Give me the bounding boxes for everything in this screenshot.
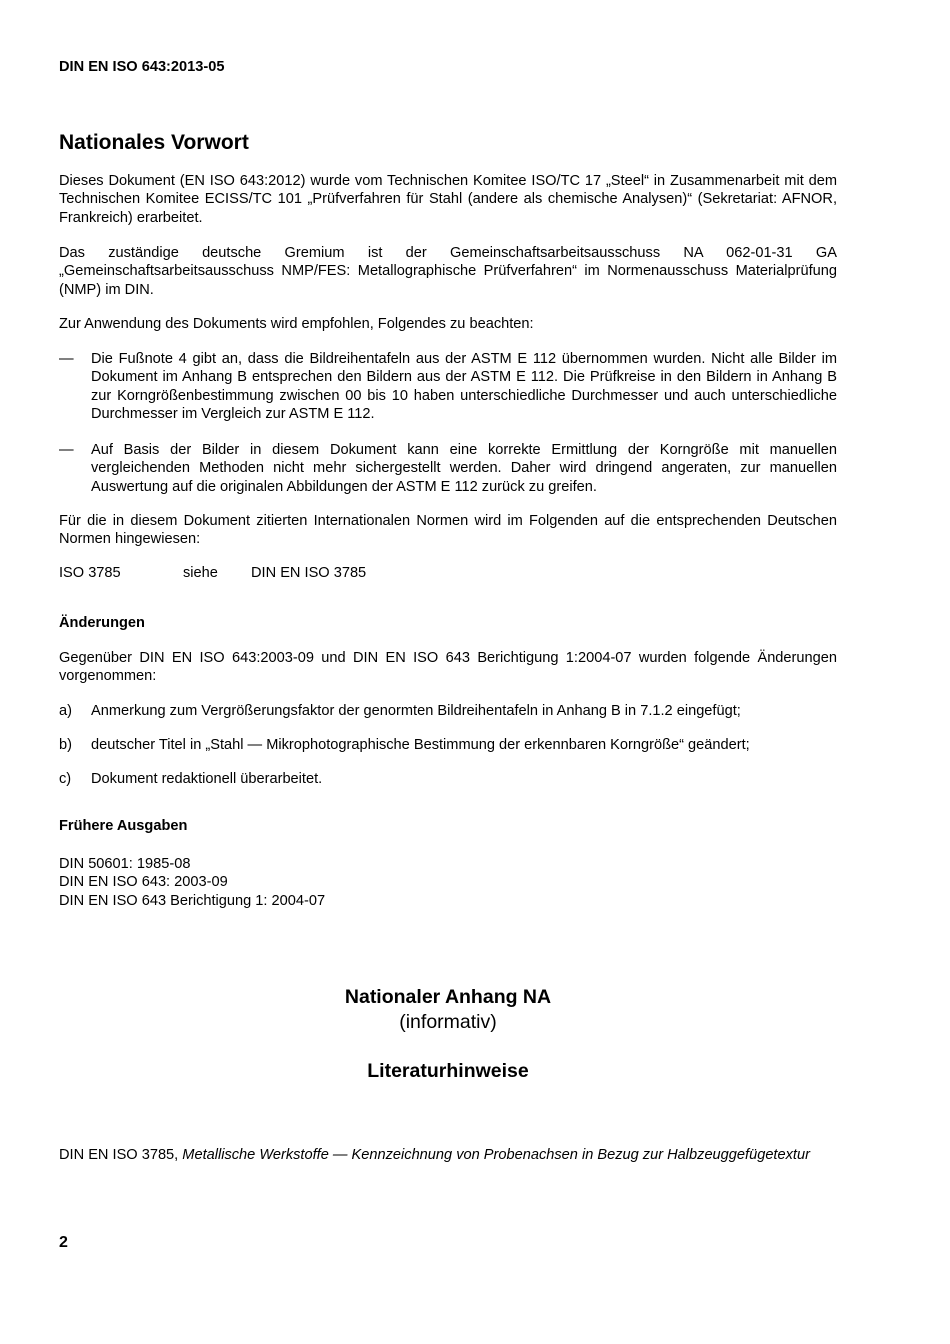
fruehere-ausgabe-line: DIN 50601: 1985-08 [59, 856, 191, 872]
fruehere-ausgabe-line: DIN EN ISO 643 Berichtigung 1: 2004-07 [59, 892, 326, 909]
list-item [59, 736, 837, 754]
vorwort-paragraph-4: Für die in diesem Dokument zitierten Internationalen Normen wird im Folgenden auf die entsprechenden Deutschen Normen hingewiesen: [59, 513, 837, 548]
reference-iso: ISO 3785 [59, 565, 121, 581]
vorwort-paragraph-2: Das zuständige deutsche Gremium ist der Gemeinschaftsarbeitsausschuss NA 062-01-31 GA „Gemeinschaftsarbeitsausschuss NMP/FES: Metallographische Prüfverfahren“ im Normenausschuss Materialprüfung (NMP) im DIN. [59, 245, 837, 298]
aenderungen-intro: Gegenüber DIN EN ISO 643:2003-09 und DIN EN ISO 643 Berichtigung 1:2004-07 wurden folgende Änderungen vorgenommen: [59, 650, 837, 685]
section-title-fruehere-ausgaben: Frühere Ausgaben [59, 818, 188, 834]
section-title-aenderungen: Änderungen [59, 615, 145, 631]
annex-subtitle: (informativ) [399, 1011, 497, 1033]
dash-marker: — [59, 442, 74, 458]
section-title-vorwort: Nationales Vorwort [59, 131, 249, 154]
reference-din: DIN EN ISO 3785 [251, 565, 367, 581]
list-item-text: Dokument redaktionell überarbeitet. [91, 771, 323, 787]
list-item [59, 702, 837, 720]
list-item [59, 770, 837, 788]
vorwort-paragraph-1: Dieses Dokument (EN ISO 643:2012) wurde vom Technischen Komitee ISO/TC 17 „Steel“ in Zusammenarbeit mit dem Technischen Komitee ECISS/TC 101 „Prüfverfahren für Stahl (andere als chemische Analysen)“ (Sekretariat: AFNOR, Frankreich) erarbeitet. [59, 173, 837, 226]
document-id-header: DIN EN ISO 643:2013-05 [59, 59, 225, 75]
literature-reference-title: Metallische Werkstoffe — Kennzeichnung von Probenachsen in Bezug zur Halbzeuggefügetextur [182, 1147, 810, 1163]
reference-siehe: siehe [183, 565, 218, 581]
fruehere-ausgabe-line: DIN EN ISO 643: 2003-09 [59, 874, 228, 891]
literature-reference [59, 1146, 837, 1164]
annex-title: Nationaler Anhang NA [344, 986, 552, 1008]
annex-heading [59, 985, 837, 1035]
list-item [59, 441, 837, 496]
vorwort-paragraph-3: Zur Anwendung des Dokuments wird empfohlen, Folgendes zu beachten: [59, 316, 534, 332]
list-item [59, 350, 837, 424]
list-item-text: Auf Basis der Bilder in diesem Dokument kann eine korrekte Ermittlung der Korngröße mit manuellen vergleichenden Methoden nicht mehr sichergestellt werden. Daher wird dringend angeraten, zur manuellen Auswertung auf die originalen Abbildungen der ASTM E 112 zurück zu greifen. [91, 442, 837, 495]
literature-reference-number: DIN EN ISO 3785, [59, 1147, 179, 1163]
list-item-text: Anmerkung zum Vergrößerungsfaktor der genormten Bildreihentafeln in Anhang B in 7.1.2 eingefügt; [91, 703, 741, 719]
list-item-text: Die Fußnote 4 gibt an, dass die Bildreihentafeln aus der ASTM E 112 übernommen wurden. Nicht alle Bilder im Dokument im Anhang B entsprechen den Bildern aus der ASTM E 112. Die Prüfkreise in den Bildern in Anhang B zur Korngrößenbestimmung zwischen 00 bis 10 haben unterschiedliche Durchmesser und auch unterschiedliche Durchmesser im Vergleich zur ASTM E 112. [91, 351, 837, 423]
dash-marker: — [59, 351, 74, 367]
list-item-text: deutscher Titel in „Stahl — Mikrophotographische Bestimmung der erkennbaren Korngröße“ geändert; [91, 737, 750, 753]
literature-title: Literaturhinweise [367, 1060, 529, 1082]
list-marker: b) [59, 737, 72, 753]
list-marker: a) [59, 703, 72, 719]
page-number: 2 [59, 1234, 68, 1251]
fruehere-ausgaben-list [59, 855, 837, 910]
list-marker: c) [59, 771, 72, 787]
